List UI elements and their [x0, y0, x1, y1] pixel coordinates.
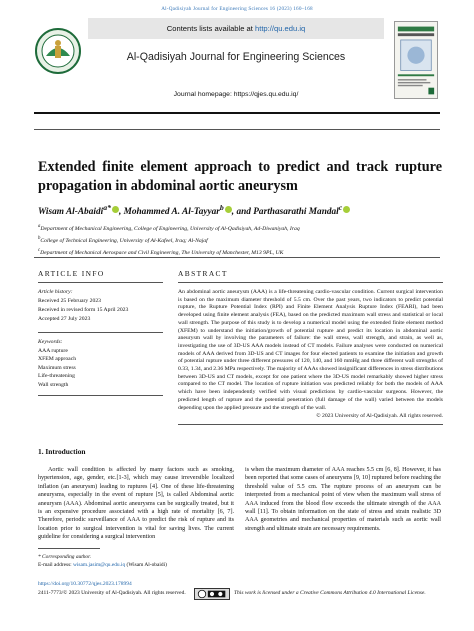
affiliation-a: $^a$Department of Mechanical Engineering, College of Engineering, University of Al-Qadisiyah, Ad-Diwaniyah, Iraq: [38, 224, 300, 232]
keyword-item: Wall strength: [38, 381, 69, 388]
doi-link[interactable]: https://doi.org/10.30772/qjes.2023.178994: [38, 581, 132, 587]
corresponding-author-note: * Corresponding author.: [38, 553, 91, 560]
university-seal-logo: [34, 22, 82, 80]
article-history: [38, 283, 163, 324]
author-name: Parthasarathi Mandal: [253, 207, 339, 218]
affiliation-c: $^c$Department of Mechanical Aerospace and Civil Engineering, The University of Manchester, M13 9PL, UK: [38, 247, 284, 256]
introduction-text-left: Aortic wall condition is affected by many factors such as smoking, hypertension, age, gender, etc.[1-3], which may cause irreversible localized inflation (an aneurysm) leading to ruptures [4]. One of these life-threatening aneurysms, especially in the event of rupture [5], is called Abdominal aortic aneurysm (AAA). Abdominal aortic aneurysms can be surgically treated, but it is an expensive procedure associated with a high rate of mortality [6, 7]. Therefore, periodic surveillance of AAA to predict the risk of rupture and its location prior to surgical intervention is vital for saving lives. The current guideline for considering a surgical intervention: [38, 467, 234, 541]
header-bottom-rule: [34, 129, 440, 130]
keyword-item: XFEM approach: [38, 356, 77, 363]
running-head: Al-Qadisiyah Journal for Engineering Sciences 16 (2023) 160–168: [161, 6, 313, 12]
footnote-rule: [38, 548, 100, 549]
introduction-heading: 1. Introduction: [38, 447, 86, 456]
abstract-copyright: © 2023 University of Al-Qadisiyah. All rights reserved.: [316, 413, 443, 420]
author-superscript: a*: [103, 203, 111, 212]
journal-homepage: [88, 91, 384, 98]
page-footer: [38, 580, 442, 601]
masthead: [34, 18, 438, 110]
keyword-item: Life-threatening: [38, 373, 75, 380]
journal-name: Al-Qadisiyah Journal for Engineering Sciences: [126, 51, 346, 63]
history-item: Received 25 February 2023: [38, 298, 102, 304]
keywords: [38, 332, 163, 390]
email-link[interactable]: wisam.jasim@qu.edu.iq: [73, 562, 126, 569]
article-info-column: [38, 269, 163, 395]
introduction-text-right: is when the maximum diameter of AAA reaches 5.5 cm [6, 8]. However, it has been reported that some cases of aneurysms [9, 10] ruptured before reaching the threshold value of 5.5 cm. The rupture process of an aneurysm can be interpreted from a mechanical point of view when the maximum wall stress of AAA induced from the blood flow exceeds the ultimate strength of the AAA wall [11]. To obtain information on the state of stress and strain realistic 3D AAA geometries and mechanical properties of materials such as aortic wall strength and ultimate strain are necessary requirements.: [245, 467, 441, 532]
author-separator: , and: [231, 207, 254, 218]
affiliation-b: $^b$College of Technical Engineering, University of Al-Kafeel, Iraq; Al-Najaf: [38, 235, 208, 244]
history-label: Article history:: [38, 289, 73, 295]
affiliations: [38, 222, 442, 258]
keyword-item: AAA rupture: [38, 347, 68, 354]
contents-bar: [88, 18, 384, 39]
abstract-bottom-rule: [178, 424, 443, 425]
abstract-column: [178, 269, 443, 425]
keywords-label: Keywords:: [38, 339, 63, 345]
orcid-icon[interactable]: [225, 206, 232, 213]
author-name: Mohammed A. Al-Tayyar: [123, 207, 220, 218]
footer-row: [38, 589, 442, 601]
abstract-text: An abdominal aortic aneurysm (AAA) is a life-threatening cardio-vascular condition. Current surgical intervention is based on the maximum diameter threshold of 5.5 cm. Over the past years, two indicators to predict potential rupture, the Rupture Potential Index (RPI) and Finite Element Analysis Rupture Index (FEARI), had been developed using finite element analysis (FEA), based on the predicted maximum wall stress and statistical or local wall strength. The purpose of this study is to develop a numerical model using the extended finite element method (XFEM) to understand the initiation/growth of potential rupture and predict its location in abdominal aortic aneurysm wall by involving the parameters of failure: the wall stress, wall strength, and strain, as well as, investigating the use of 3D-US AAA models instead of CT models. Failure analyses were conducted on numerical models of AAA derived from 3D-US and CT images for four elected patients to examine the initiation and growth of potential rupture under three different pressures of 120, 140, and 160 mmHg and three different wall strengths of 0.33, 1.34, and 2.36 MPa respectively. The majority of AAAs showed insignificant differences in stress distributions between 3D-US and CT models, except for one patient where the 3D-US model remarkably showed higher stress compared to the CT model. The location of rupture initiation was predicted reliably for both the models of AAA which have been independently verified with visual predictions by cardio-vascular surgeons. However, the predicted length of rupture and the potential penetration (full damage of the wall) varied between the models depending upon the applied pressure and the strength of the wall.: [178, 289, 443, 411]
affiliations-bottom-rule: [34, 257, 440, 258]
keyword-item: Maximum stress: [38, 364, 76, 371]
orcid-icon[interactable]: [112, 206, 119, 213]
cc-by-license-icon[interactable]: [194, 588, 230, 600]
email-owner: (Wisam Al-obaidi): [125, 562, 167, 569]
history-item: Accepted 27 July 2023: [38, 316, 91, 322]
orcid-icon[interactable]: [343, 206, 350, 213]
keywords-bottom-rule: [38, 395, 163, 396]
masthead-bottom-rule: [34, 112, 440, 114]
issn-line: 2411-7773/© 2023 University of Al-Qadisiyah. All rights reserved.: [38, 589, 186, 596]
author-list: Wisam Al-Abaidi$^{a*}$ , Mohammed A. Al-Tayyar$^b$ , and Parthasarathi Mandal$^c$: [38, 203, 442, 217]
license-statement: This work is licensed under a Creative Commons Attribution 4.0 International License.: [234, 589, 426, 596]
author-superscript: c: [338, 203, 343, 212]
contents-prefix: Contents lists available at: [166, 24, 255, 33]
email-line: [38, 561, 258, 570]
abstract-heading: ABSTRACT: [178, 269, 443, 283]
history-item: Received in revised form 15 April 2023: [38, 307, 129, 313]
author-superscript: b: [219, 203, 224, 212]
masthead-center: [88, 18, 384, 110]
homepage-url[interactable]: https://qjes.qu.edu.iq/: [233, 91, 299, 98]
email-label: E-mail address:: [38, 562, 74, 569]
contents-link[interactable]: http://qu.edu.iq: [254, 24, 306, 33]
homepage-prefix: Journal homepage:: [173, 91, 234, 98]
article-info-heading: ARTICLE INFO: [38, 269, 163, 283]
footnotes: [38, 548, 258, 570]
author-name: Wisam Al-Abaidi: [38, 207, 104, 218]
journal-cover-image: [394, 21, 438, 99]
article-title: Extended finite element approach to predict and track rupture propagation in abdominal aortic aneurysm: [38, 159, 442, 194]
